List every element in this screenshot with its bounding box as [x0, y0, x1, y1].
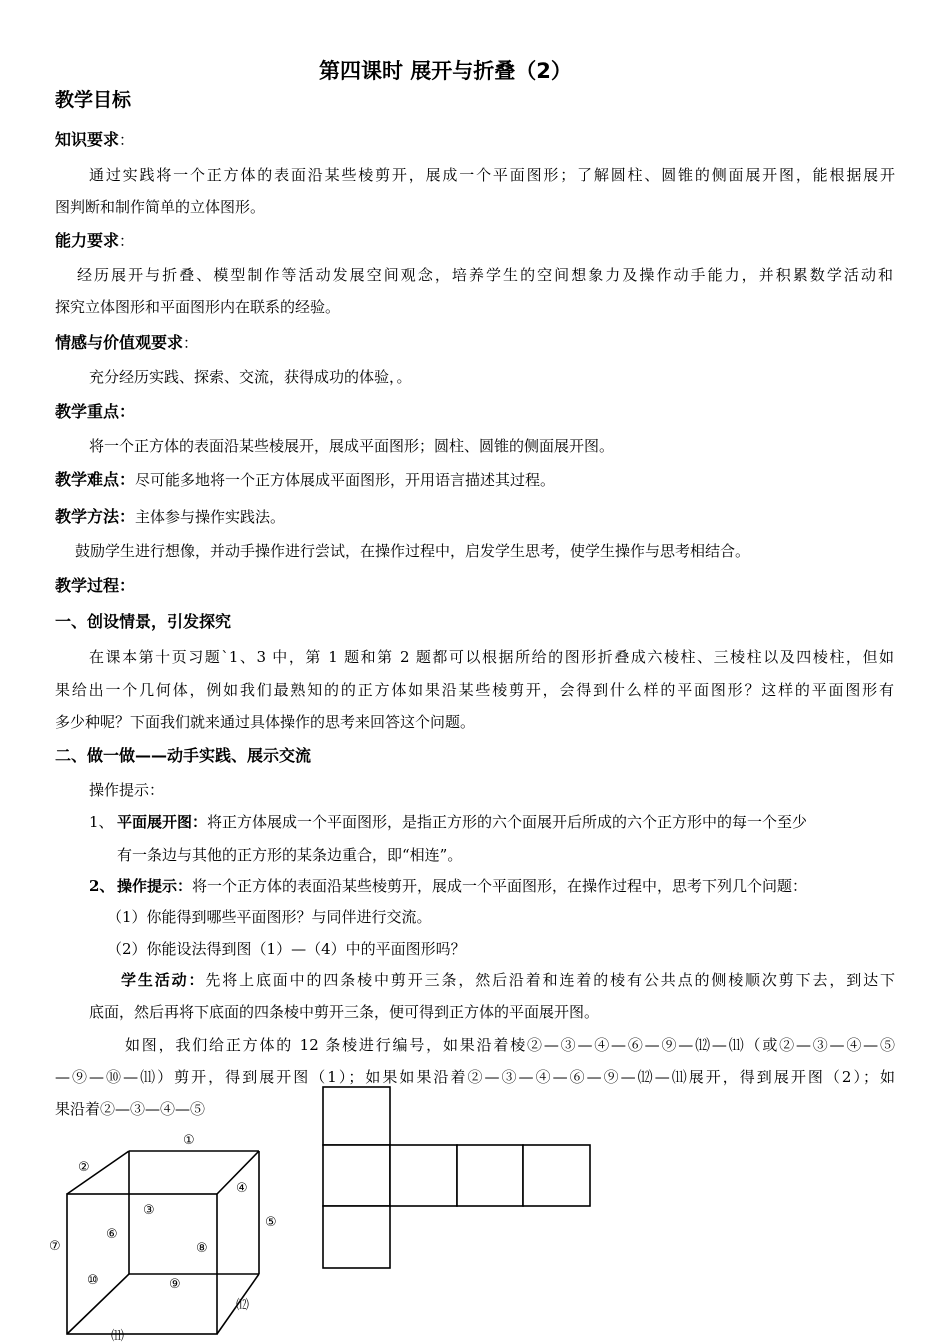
edge-label: ⑨ — [169, 1277, 181, 1292]
activity-text: 先将上底面中的四条棱中剪开三条，然后沿着和连着的棱有公共点的侧棱顺次剪下去，到达下 — [205, 971, 895, 989]
item1-text: 将正方体展成一个平面图形，是指正方形的六个面展开后所成的六个正方形中的每一个至少 — [207, 813, 808, 831]
edge-label: ⑧ — [196, 1241, 208, 1256]
net-square — [323, 1145, 390, 1206]
edge-label: ⑥ — [106, 1227, 118, 1242]
ability-colon: ： — [119, 232, 135, 250]
knowledge-colon: ： — [119, 131, 135, 149]
difficulty-row — [55, 470, 555, 490]
method-line-2: 鼓励学生进行想像，并动手操作进行尝试，在操作过程中，启发学生思考，使学生操作与思考相结合。 — [75, 542, 751, 560]
net-square — [323, 1087, 390, 1145]
item2-bold: 操作提示： — [117, 877, 193, 895]
emotion-heading-row — [55, 333, 198, 353]
item2-number: 2、 — [89, 877, 115, 895]
item1-number: 1、 — [89, 813, 114, 831]
knowledge-heading-row — [55, 130, 134, 150]
edge-label: ⑿ — [236, 1298, 250, 1313]
key-points-heading: 教学重点： — [55, 402, 136, 421]
item2-text: 将一个正方体的表面沿某些棱剪开，展成一个平面图形，在操作过程中，思考下列几个问题： — [192, 877, 808, 895]
edge-label: ⑦ — [49, 1239, 61, 1254]
edge-label: ⑩ — [87, 1273, 99, 1288]
edge-label: ⑤ — [265, 1215, 277, 1230]
section1-line-2: 果给出一个几何体，例如我们最熟知的的正方体如果沿某些棱剪开，会得到什么样的平面图形？这样的平面图形有 — [55, 681, 894, 699]
activity-line-2: 底面，然后再将下底面的四条棱中剪开三条，便可得到正方体的平面展开图。 — [89, 1003, 600, 1021]
knowledge-heading: 知识要求 — [55, 130, 120, 149]
objectives-heading: 教学目标 — [55, 89, 132, 111]
net-square — [457, 1145, 523, 1206]
method-row — [55, 507, 285, 527]
cube-net-figure — [322, 1086, 597, 1271]
emotion-heading: 情感与价值观要求 — [55, 333, 184, 352]
question-2: （2）你能设法得到图（1）—（4）中的平面图形吗？ — [107, 940, 466, 958]
method-text: 主体参与操作实践法。 — [135, 508, 286, 526]
net-square — [323, 1206, 390, 1268]
method-heading: 教学方法： — [55, 507, 136, 526]
section1-line-3: 多少种呢？下面我们就来通过具体操作的思考来回答这个问题。 — [55, 713, 476, 731]
emotion-colon: ： — [183, 334, 199, 352]
cube-edge — [67, 1151, 129, 1194]
ability-line-1: 经历展开与折叠、模型制作等活动发展空间观念，培养学生的空间想象力及操作动手能力，并积累数学活动和 — [77, 266, 893, 284]
question-1: （1）你能得到哪些平面图形？与同伴进行交流。 — [107, 908, 432, 926]
item1-line-2: 有一条边与其他的正方形的某条边重合，即“相连”。 — [117, 846, 463, 864]
ability-line-2: 探究立体图形和平面图形内在联系的经验。 — [55, 298, 341, 316]
numbered-cube-figure — [45, 1124, 345, 1344]
activity-bold: 学生活动： — [121, 971, 206, 989]
item2-row — [89, 876, 807, 896]
edge-label: ② — [78, 1160, 90, 1175]
section2-heading: 二、做一做——动手实践、展示交流 — [55, 746, 312, 765]
edge-label: ① — [183, 1133, 195, 1148]
para-line-3: 果沿着②—③—④—⑤ — [55, 1100, 206, 1118]
item1-bold: 平面展开图： — [117, 813, 208, 831]
para-line-2: —⑨—⑩—⑾）剪开，得到展开图（1）；如果如果沿着②—③—④—⑥—⑨—⑿—⑾展开，得到展开图（2）；如 — [55, 1068, 895, 1086]
net-square — [523, 1145, 590, 1206]
difficulty-heading: 教学难点： — [55, 470, 136, 489]
ability-heading-row — [55, 231, 134, 251]
process-heading: 教学过程： — [55, 576, 136, 595]
net-square — [390, 1145, 457, 1206]
activity-row — [121, 970, 895, 990]
hint-title: 操作提示： — [89, 781, 165, 799]
difficulty-text: 尽可能多地将一个正方体展成平面图形，开用语言描述其过程。 — [135, 471, 556, 489]
section1-heading: 一、创设情景，引发探究 — [55, 612, 232, 631]
edge-label: ⑾ — [111, 1329, 125, 1344]
para-line-1: 如图，我们给正方体的 12 条棱进行编号，如果沿着棱②—③—④—⑥—⑨—⑿—⑾（或②—③—④—⑤ — [125, 1036, 895, 1054]
edge-label: ④ — [236, 1181, 248, 1196]
page-title: 第四课时 展开与折叠（2） — [319, 59, 572, 83]
ability-heading: 能力要求 — [55, 231, 120, 250]
knowledge-line-1: 通过实践将一个正方体的表面沿某些棱剪开，展成一个平面图形；了解圆柱、圆锥的侧面展开图，能根据展开 — [89, 166, 895, 184]
item1-row — [89, 812, 895, 832]
key-points-line-1: 将一个正方体的表面沿某些棱展开，展成平面图形；圆柱、圆锥的侧面展开图。 — [89, 437, 615, 455]
section1-line-1: 在课本第十页习题`1、3 中，第 1 题和第 2 题都可以根据所给的图形折叠成六棱柱、三棱柱以及四棱柱，但如 — [89, 648, 894, 666]
knowledge-line-2: 图判断和制作简单的立体图形。 — [55, 198, 266, 216]
emotion-line-1: 充分经历实践、探索、交流，获得成功的体验，。 — [89, 368, 412, 386]
edge-label: ③ — [143, 1203, 155, 1218]
